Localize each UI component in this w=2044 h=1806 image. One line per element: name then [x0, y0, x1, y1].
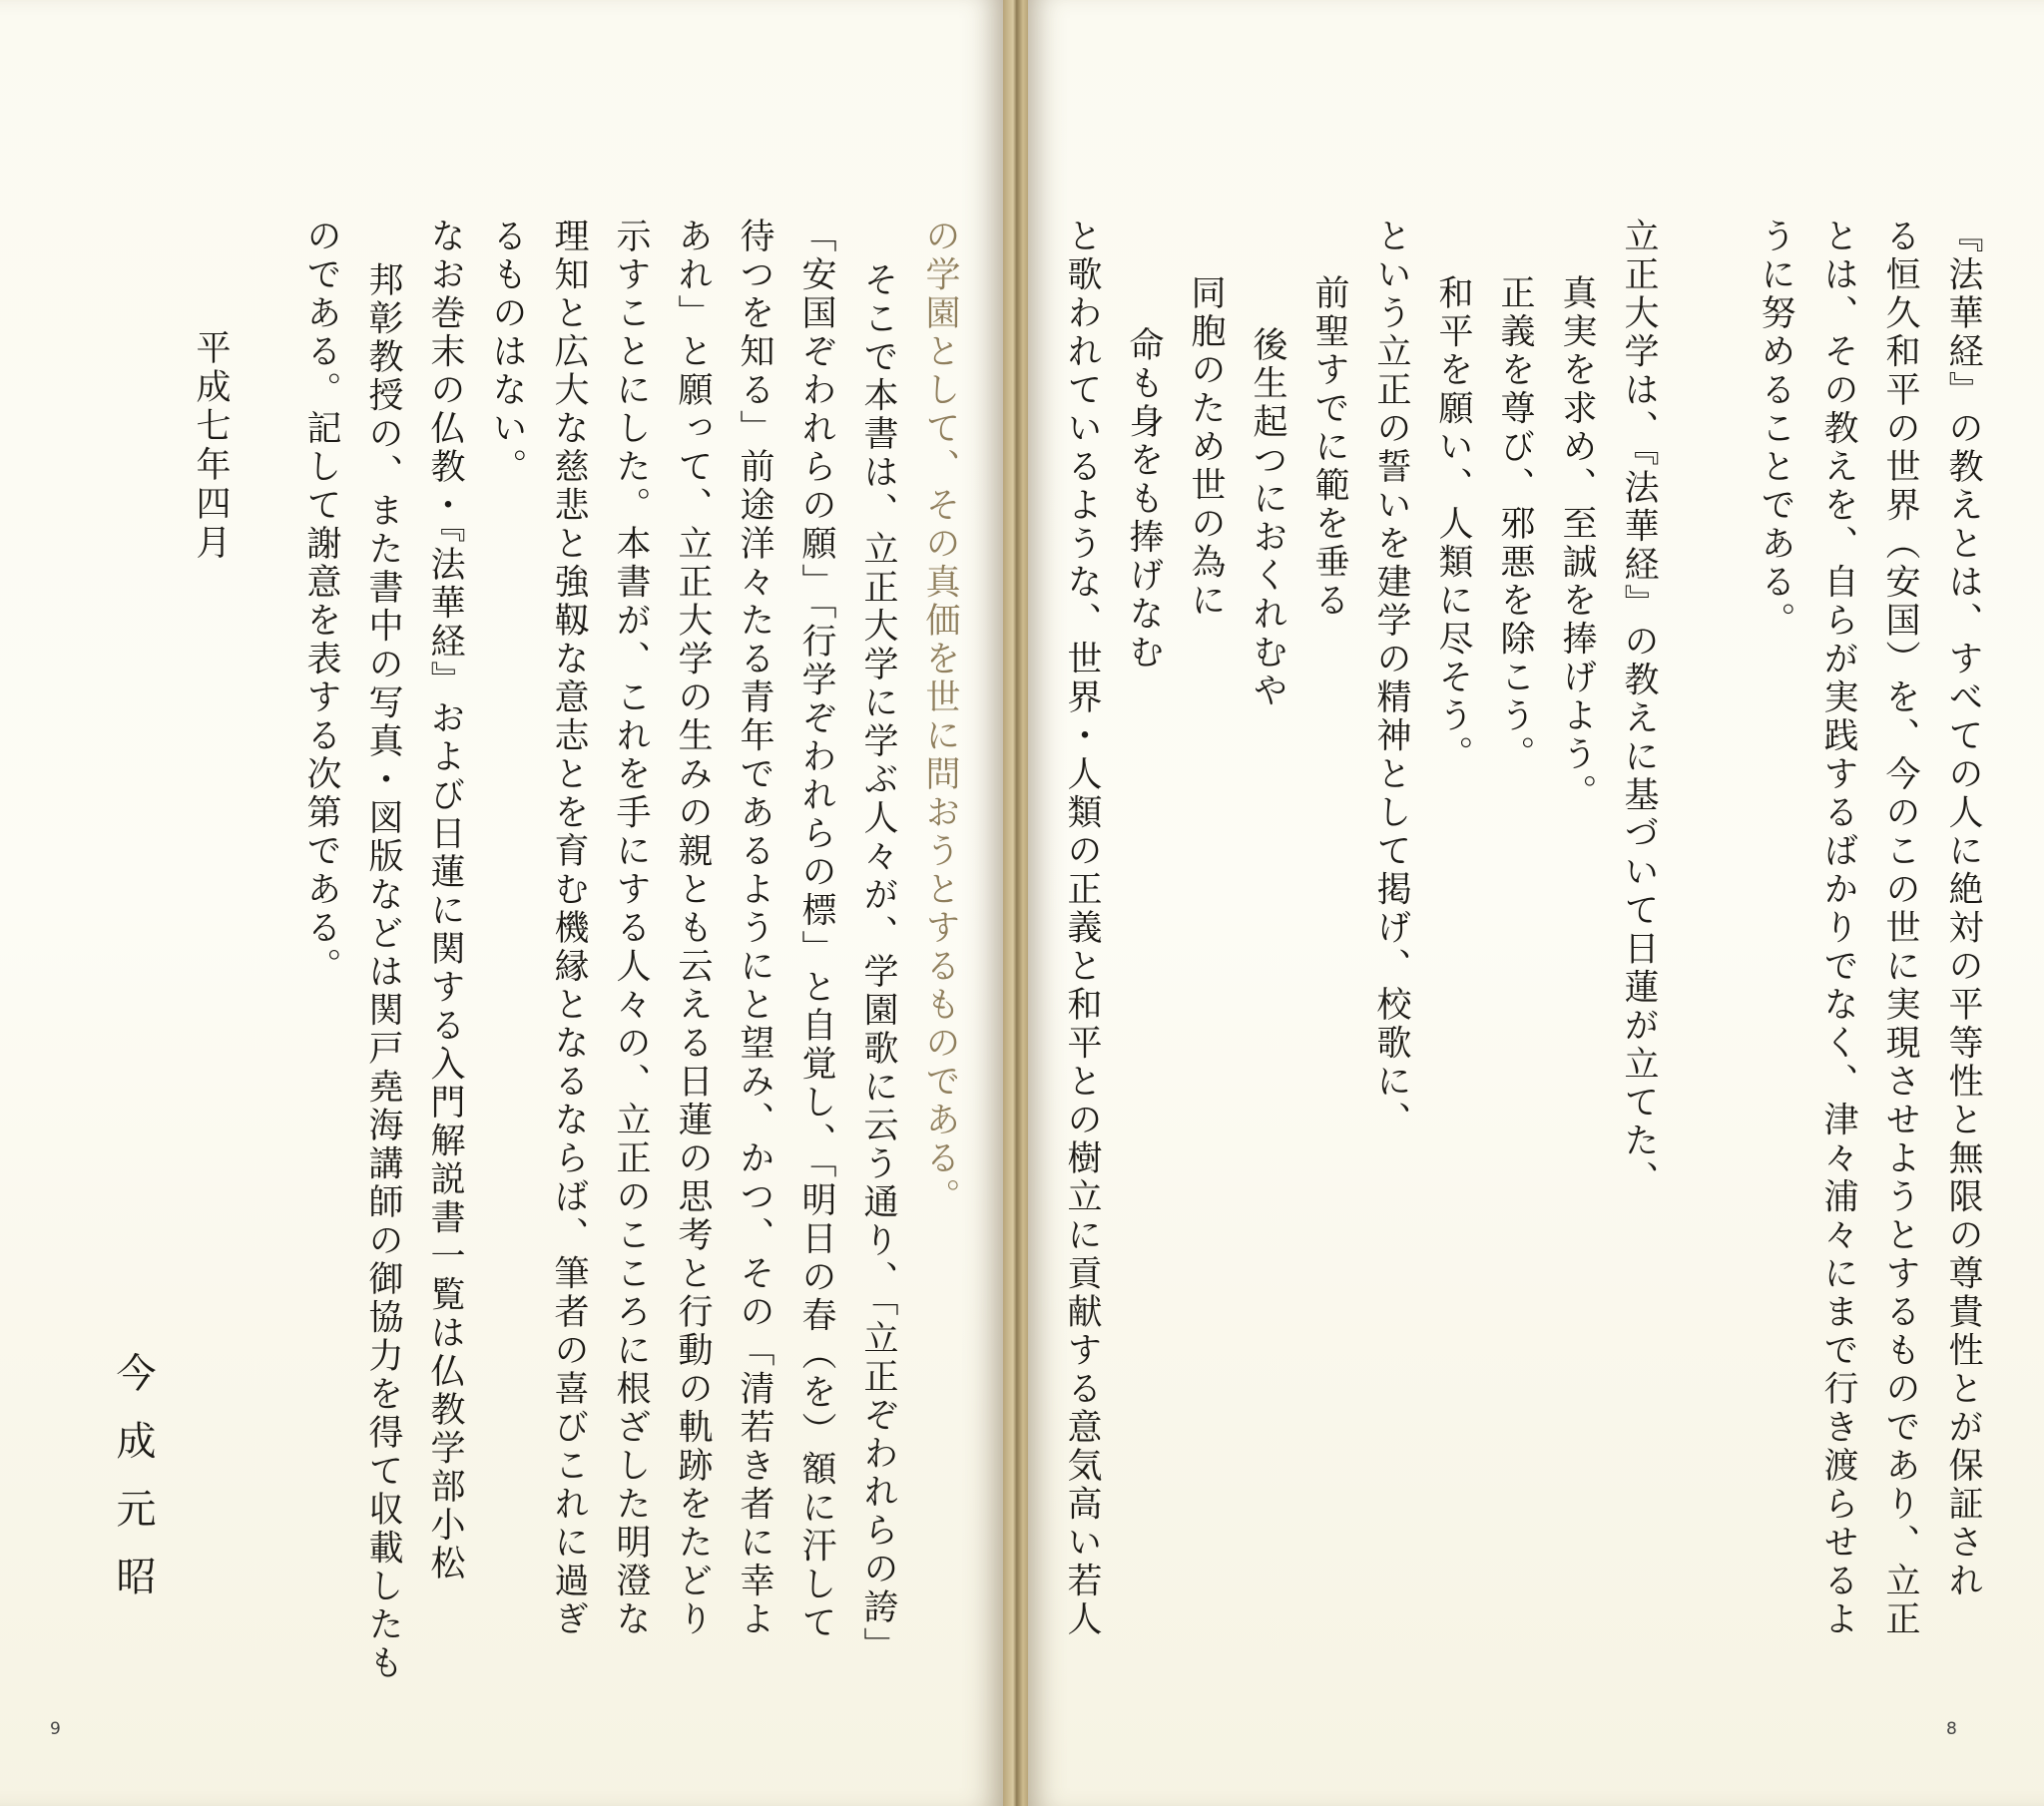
creed-line-2: 正義を尊び、邪悪を除こう。: [1495, 274, 1535, 774]
creed-line-1: 真実を求め、至誠を捧げよう。: [1557, 274, 1597, 812]
song-line-4: 命も身をも捧げなむ: [1124, 326, 1164, 673]
left-page-column-7: 理知と広大な慈悲と強靱な意志とを育む機縁となるならば、筆者の喜びこれに過ぎ: [549, 218, 589, 1639]
left-page-column-2: そこで本書は、立正大学に学ぶ人々が、学園歌に云う通り、「立正ぞわれらの誇」: [858, 261, 898, 1665]
left-page-column-5: あれ」と願って、立正大学の生みの親とも云える日蓮の思考と行動の軌跡をたどり: [673, 218, 713, 1639]
left-page-column-3: 「安国ぞわれらの願」「行学ぞわれらの標」と自覚し、「明日の春（を）額に汗して: [796, 218, 836, 1642]
right-page-column-2: る恒久和平の世界（安国）を、今のこの世に実現させようとするものであり、立正: [1880, 218, 1920, 1639]
left-page-column-1: の学園として、その真価を世に問おうとするものである。: [920, 218, 960, 1216]
right-page-column-3: とは、その教えを、自らが実践するばかりでなく、津々浦々にまで行き渡らせるよ: [1818, 218, 1858, 1639]
left-page-column-9: なお巻末の仏教・『法華経』および日蓮に関する入門解説書一覧は仏教学部小松: [425, 218, 465, 1583]
right-page-column-9: という立正の誓いを建学の精神として掲げ、校歌に、: [1371, 218, 1411, 1139]
song-line-2: 後生起つにおくれむや: [1248, 326, 1287, 710]
left-page-column-6: 示すことにした。本書が、これを手にする人々の、立正のこころに根ざした明澄な: [611, 218, 651, 1639]
page-number-right: 8: [1946, 1719, 1957, 1739]
song-line-3: 同胞のため世の為に: [1186, 274, 1226, 621]
right-page-column-4: うに努めることである。: [1756, 218, 1795, 641]
song-line-1: 前聖すでに範を垂る: [1309, 274, 1349, 621]
left-page-column-10: 邦彰教授の、また書中の写真・図版などは関戸堯海講師の御協力を得て収載したも: [363, 261, 403, 1683]
creed-line-3: 和平を願い、人類に尽そう。: [1433, 274, 1473, 774]
left-page-column-11: のである。記して謝意を表する次第である。: [301, 218, 341, 986]
left-page-column-8: るものはない。: [487, 218, 527, 487]
author-name: 今成元昭: [110, 1352, 156, 1623]
page-number-left: 9: [50, 1719, 61, 1739]
left-page-column-4: 待つを知る」前途洋々たる青年であるようにと望み、かつ、その「清若き者に幸よ: [735, 218, 774, 1639]
right-page-column-5: 立正大学は、『法華経』の教えに基づいて日蓮が立てた、: [1619, 218, 1659, 1199]
book-gutter: [1003, 0, 1028, 1806]
date-line: 平成七年四月: [191, 329, 231, 563]
right-page-column-1: 『法華経』の教えとは、すべての人に絶対の平等性と無限の尊貴性とが保証され: [1943, 218, 1983, 1600]
right-page-column-14: と歌われているような、世界・人類の正義と和平との樹立に貢献する意気高い若人: [1062, 218, 1102, 1639]
